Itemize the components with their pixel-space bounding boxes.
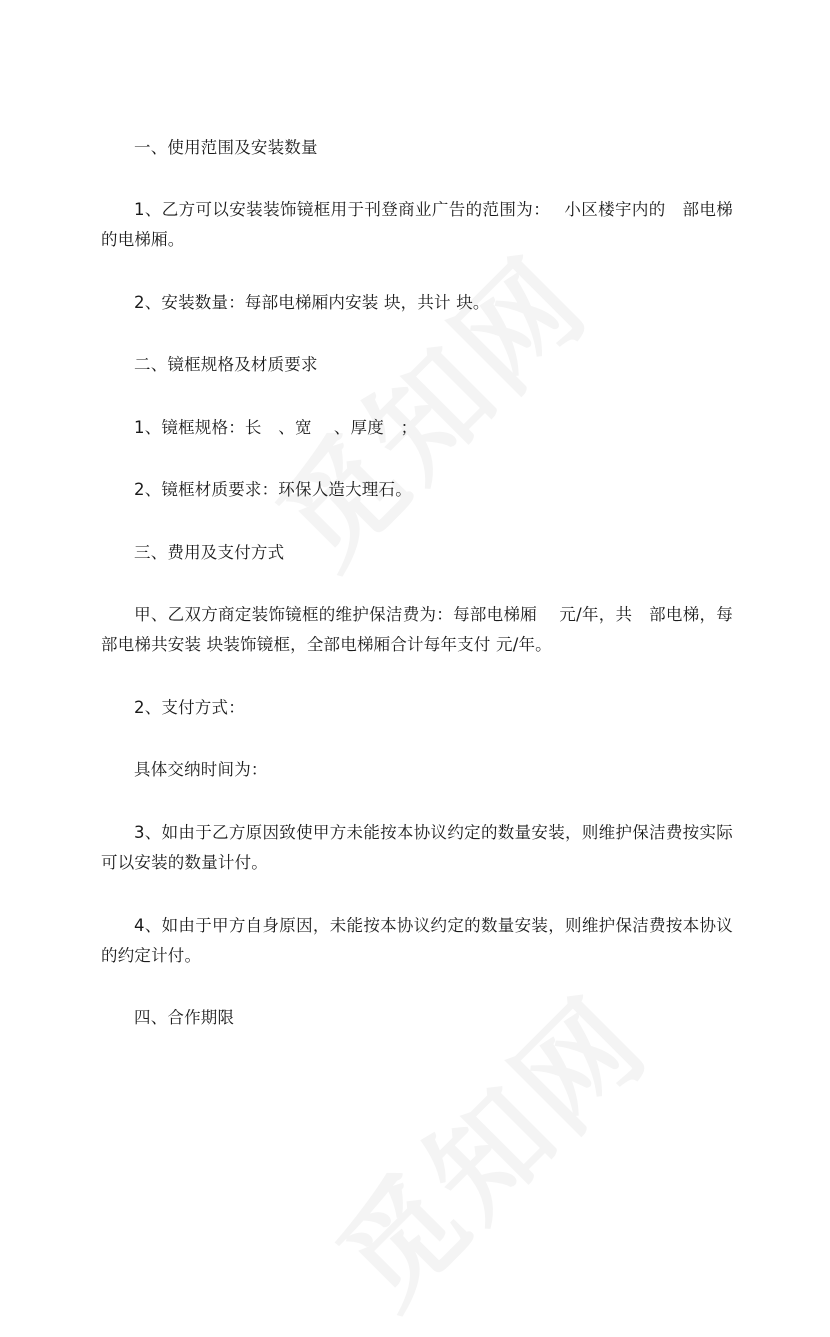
section-heading-fees: 三、费用及支付方式	[134, 543, 285, 562]
paragraph-usage-scope: 1、乙方可以安装装饰镜框用于刊登商业广告的范围为： 小区楼宇内的 部电梯的电梯厢。	[101, 200, 733, 249]
paragraph-frame-material: 2、镜框材质要求：环保人造大理石。	[134, 480, 412, 499]
paragraph-payment-method: 2、支付方式：	[134, 698, 245, 717]
paragraph-party-a-cause: 4、如由于甲方自身原因，未能按本协议约定的数量安装，则维护保洁费按本协议的约定计付。	[101, 916, 733, 965]
paragraph-maintenance-fee: 甲、乙双方商定装饰镜框的维护保洁费为：每部电梯厢 元/年，共 部电梯，每部电梯共安装 块装饰镜框，全部电梯厢合计每年支付 元/年。	[101, 605, 733, 654]
paragraph-payment-time: 具体交纳时间为：	[134, 760, 268, 779]
paragraph-install-quantity: 2、安装数量：每部电梯厢内安装 块，共计 块。	[134, 293, 490, 312]
paragraph-frame-size: 1、镜框规格：长 、宽 、厚度 ；	[134, 418, 418, 437]
section-heading-term: 四、合作期限	[134, 1008, 235, 1027]
paragraph-party-b-cause: 3、如由于乙方原因致使甲方未能按本协议约定的数量安装，则维护保洁费按实际可以安装的数量计付。	[101, 823, 733, 872]
section-heading-usage: 一、使用范围及安装数量	[134, 138, 318, 157]
section-heading-specs: 二、镜框规格及材质要求	[134, 355, 318, 374]
